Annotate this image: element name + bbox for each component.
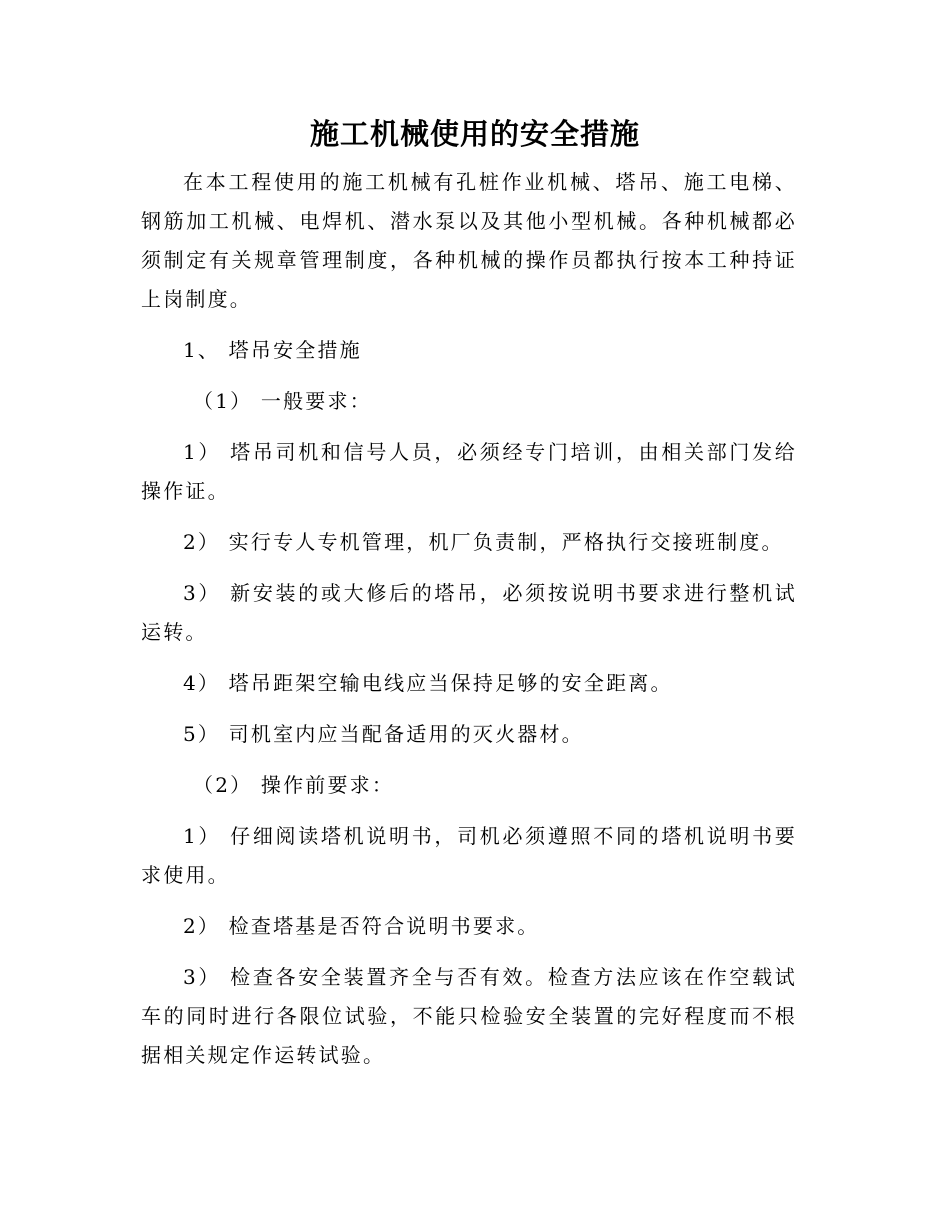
list-item: 3） 新安装的或大修后的塔吊，必须按说明书要求进行整机试运转。 [141,581,797,644]
section-heading-tower-crane: 1、 塔吊安全措施 [183,338,362,362]
list-item: 2） 检查塔基是否符合说明书要求。 [183,914,540,938]
document-body [141,163,797,1087]
list-item: 1） 仔细阅读塔机说明书，司机必须遵照不同的塔机说明书要求使用。 [141,824,797,887]
list-item: 2） 实行专人专机管理，机厂负责制，严格执行交接班制度。 [183,530,784,554]
document-title: 施工机械使用的安全措施 [309,117,640,151]
subsection-heading-general: （1） 一般要求： [193,389,372,413]
list-item: 4） 塔吊距架空输电线应当保持足够的安全距离。 [183,671,673,695]
list-item: 3） 检查各安全装置齐全与否有效。检查方法应该在作空载试车的同时进行各限位试验，不能只检验安全装置的完好程度而不根据相关规定作运转试验。 [141,965,797,1067]
list-item: 5） 司机室内应当配备适用的灭火器材。 [183,722,584,746]
list-item: 1） 塔吊司机和信号人员，必须经专门培训，由相关部门发给操作证。 [141,440,797,503]
paragraph-intro: 在本工程使用的施工机械有孔桩作业机械、塔吊、施工电梯、钢筋加工机械、电焊机、潜水泵以及其他小型机械。各种机械都必须制定有关规章管理制度，各种机械的操作员都执行按本工种持证上岗制度。 [141,170,797,311]
subsection-heading-pre-operation: （2） 操作前要求： [193,773,395,797]
